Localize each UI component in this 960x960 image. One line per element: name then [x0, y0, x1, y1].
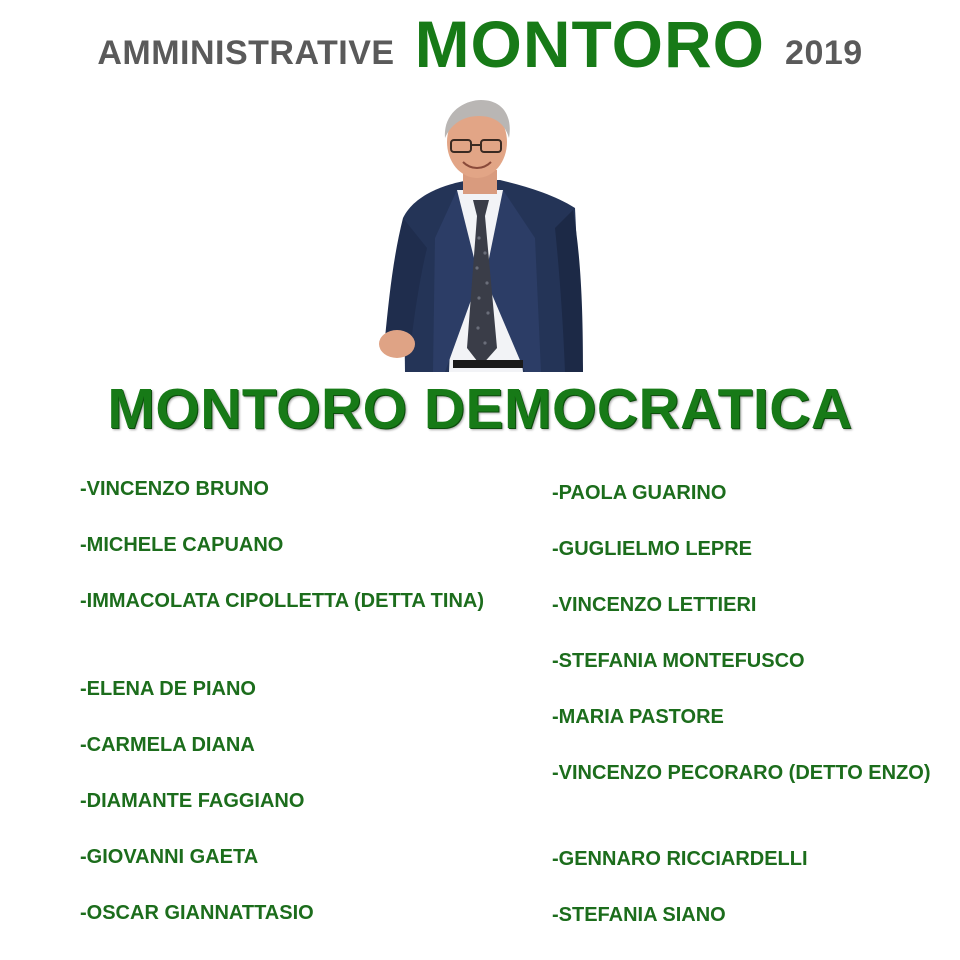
page-header [0, 4, 960, 84]
candidate-name: -ELENA DE PIANO [80, 678, 256, 700]
candidate-name: -MARIA PASTORE [552, 706, 724, 728]
candidate-name: -STEFANIA SIANO [552, 904, 726, 926]
header-prefix: AMMINISTRATIVE [97, 33, 395, 72]
candidate-name: -VINCENZO BRUNO [80, 478, 269, 500]
header-year: 2019 [785, 33, 863, 72]
candidate-name: -GUGLIELMO LEPRE [552, 538, 752, 560]
mayor-candidate-portrait [375, 98, 585, 372]
candidate-name: -PAOLA GUARINO [552, 482, 727, 504]
candidate-name: -STEFANIA MONTEFUSCO [552, 650, 805, 672]
candidate-name: -OSCAR GIANNATTASIO [80, 902, 314, 924]
candidate-name: -VINCENZO LETTIERI [552, 594, 757, 616]
candidate-name: -MICHELE CAPUANO [80, 534, 284, 556]
candidate-name: -DIAMANTE FAGGIANO [80, 790, 305, 812]
header-town: MONTORO [414, 7, 766, 81]
candidate-name: -CARMELA DIANA [80, 734, 255, 756]
candidate-photo [375, 98, 585, 372]
party-name: MONTORO DEMOCRATICA [107, 377, 853, 441]
candidate-name: -IMMACOLATA CIPOLLETTA (DETTA TINA) [80, 590, 484, 612]
candidate-name: -GIOVANNI GAETA [80, 846, 259, 868]
candidate-name: -VINCENZO PECORARO (DETTO ENZO) [552, 762, 931, 784]
candidate-name: -GENNARO RICCIARDELLI [552, 848, 808, 870]
